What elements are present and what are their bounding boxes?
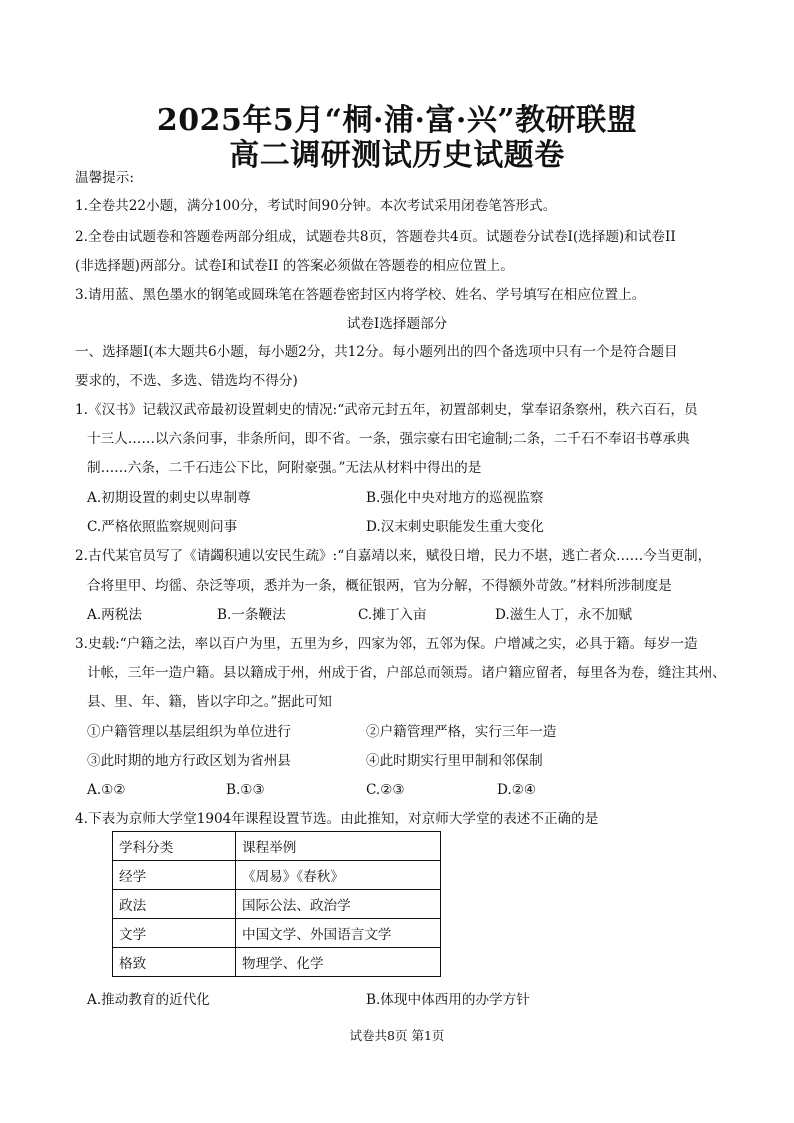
table-cell: 国际公法、政治学 (236, 890, 441, 919)
q3-stem-line3: 县、里、年、籍，皆以字印之。”据此可知 (87, 694, 332, 710)
q2-option-d: D.滋生人丁，永不加赋 (495, 607, 633, 623)
table-cell: 《周易》《春秋》 (236, 861, 441, 890)
q2-option-a: A.两税法 (87, 607, 142, 623)
q3-stem-line1: 3.史载:“户籍之法，率以百户为里，五里为乡，四家为邻，五邻为保。户增减之实，必具于籍。每岁一造 (75, 636, 698, 652)
q4-option-a: A.推动教育的近代化 (87, 992, 210, 1008)
tips-item-2-cont: (非选择题)两部分。试卷I和试卷II 的答案必须做在答题卷的相应位置上。 (75, 258, 514, 274)
tips-item-3: 3.请用蓝、黑色墨水的钢笔或圆珠笔在答题卷密封区内将学校、姓名、学号填写在相应位置上。 (75, 287, 646, 303)
table-cell: 格致 (113, 948, 236, 977)
q3-option-b: B.①③ (226, 782, 265, 798)
q1-stem-line2: 十三人……以六条问事，非条所问，即不省。一条，强宗豪右田宅逾制;二条，二千石不奉诏书尊承典 (87, 431, 690, 447)
table-cell: 经学 (113, 861, 236, 890)
table-cell: 中国文学、外国语言文学 (236, 919, 441, 948)
q4-option-b: B.体现中体西用的办学方针 (366, 992, 530, 1008)
table-row (113, 890, 441, 919)
q3-option-c: C.②③ (366, 782, 405, 798)
q3-statement-3: ③此时期的地方行政区划为省州县 (87, 753, 291, 769)
table-row (113, 948, 441, 977)
q1-option-c: C.严格依照监察规则问事 (87, 519, 238, 535)
table-row (113, 861, 441, 890)
tips-item-1: 1.全卷共22小题，满分100分，考试时间90分钟。本次考试采用闭卷笔答形式。 (75, 198, 557, 214)
q1-stem-line3: 制……六条，二千石违公下比，阿附豪强。”无法从材料中得出的是 (87, 460, 482, 476)
q1-stem-line1: 1.《汉书》记载汉武帝最初设置刺史的情况:“武帝元封五年，初置部刺史，掌奉诏条察州，秩六百石，员 (75, 402, 698, 418)
q3-statement-1: ①户籍管理以基层组织为单位进行 (87, 724, 291, 740)
q3-stem-line2: 计帐，三年一造户籍。县以籍成于州，州成于省，户部总而领焉。诸户籍应留者，每里各为卷，缝注其州、 (87, 665, 726, 681)
q1-option-d: D.汉末刺史职能发生重大变化 (366, 519, 544, 535)
tips-item-2: 2.全卷由试题卷和答题卷两部分组成，试题卷共8页，答题卷共4页。试题卷分试卷I(选择题)和试卷II (75, 229, 676, 245)
part-intro-line2: 要求的，不选、多选、错选均不得分) (75, 373, 298, 389)
q1-option-a: A.初期设置的刺史以卑制尊 (87, 490, 251, 506)
exam-title-line2: 高二调研测试历史试题卷 (229, 138, 565, 173)
table-cell: 政法 (113, 890, 236, 919)
exam-title-line1: 2025年5月“桐·浦·富·兴”教研联盟 (156, 103, 638, 138)
table-row (113, 919, 441, 948)
q2-stem-line1: 2.古代某官员写了《请蠲积逋以安民生疏》:“自嘉靖以来，赋役日增，民力不堪，逃亡者众……今当更制， (75, 548, 712, 564)
tips-heading: 温馨提示: (75, 170, 134, 186)
section-title: 试卷Ⅰ选择题部分 (346, 316, 448, 332)
q4-course-table (112, 831, 441, 977)
table-cell: 物理学、化学 (236, 948, 441, 977)
q1-option-b: B.强化中央对地方的巡视监察 (366, 490, 544, 506)
q3-statement-4: ④此时期实行里甲制和邻保制 (366, 753, 543, 769)
q2-option-b: B.一条鞭法 (217, 607, 286, 623)
q2-option-c: C.摊丁入亩 (358, 607, 427, 623)
table-header-cell: 课程举例 (236, 832, 441, 861)
q4-stem: 4.下表为京师大学堂1904年课程设置节选。由此推知，对京师大学堂的表述不正确的是 (75, 811, 599, 827)
q2-stem-line2: 合将里甲、均徭、杂泛等项，悉并为一条，概征银两，官为分解，不得额外苛敛。”材料所涉制度是 (87, 578, 672, 594)
q3-option-a: A.①② (87, 782, 126, 798)
table-header-cell: 学科分类 (113, 832, 236, 861)
table-cell: 文学 (113, 919, 236, 948)
part-intro-line1: 一、选择题Ⅰ(本大题共6小题，每小题2分，共12分。每小题列出的四个备选项中只有一个是符合题目 (75, 344, 678, 360)
q3-statement-2: ②户籍管理严格，实行三年一造 (366, 724, 557, 740)
q3-option-d: D.②④ (497, 782, 537, 798)
table-header-row (113, 832, 441, 861)
page-footer: 试卷共8页 第1页 (349, 1028, 445, 1043)
